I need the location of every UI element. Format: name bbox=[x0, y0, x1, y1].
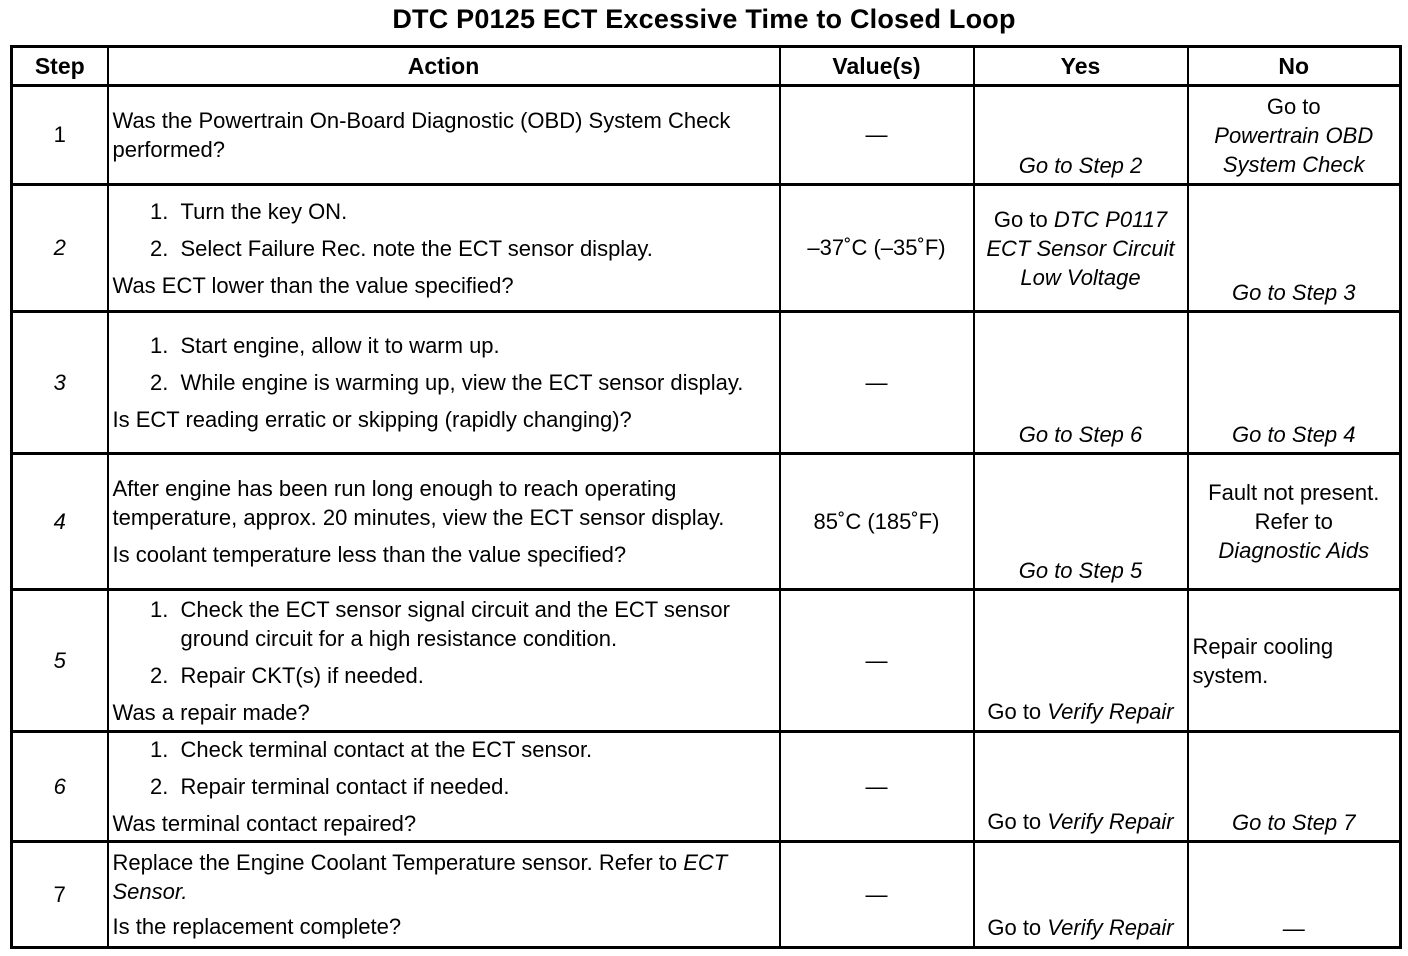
yes-prefix: Go to bbox=[987, 699, 1042, 724]
action-cell bbox=[108, 86, 780, 185]
header-yes: Yes bbox=[974, 47, 1188, 86]
action-item: 2. Select Failure Rec. note the ECT sensor display. bbox=[175, 234, 775, 263]
action-item: 1. Check terminal contact at the ECT sensor. bbox=[175, 735, 775, 764]
step-number: 3 bbox=[12, 312, 108, 454]
action-reference: ECT Sensor. bbox=[112, 850, 728, 904]
value-cell: — bbox=[780, 732, 974, 842]
yes-cell bbox=[974, 590, 1188, 732]
no-cell bbox=[1188, 590, 1401, 732]
header-values: Value(s) bbox=[780, 47, 974, 86]
yes-cell bbox=[974, 185, 1188, 312]
no-text: — bbox=[1282, 916, 1305, 941]
action-question: Was ECT lower than the value specified? bbox=[112, 272, 514, 298]
no-cell bbox=[1188, 732, 1401, 842]
action-text: After engine has been run long enough to reach operating temperature, approx. 20 minutes, view the ECT sensor display. bbox=[112, 476, 725, 530]
value-cell: — bbox=[780, 86, 974, 185]
action-text bbox=[113, 848, 775, 906]
yes-prefix: Go to bbox=[993, 206, 1048, 232]
action-question: Is ECT reading erratic or skipping (rapidly changing)? bbox=[112, 407, 632, 432]
action-cell bbox=[108, 842, 780, 948]
action-question: Is coolant temperature less than the value specified? bbox=[112, 542, 627, 567]
no-cell bbox=[1188, 842, 1401, 948]
action-item: 2. Repair CKT(s) if needed. bbox=[175, 661, 775, 690]
no-text: Go to Step 3 bbox=[1231, 280, 1356, 305]
action-cell bbox=[108, 454, 780, 590]
no-prefix: Go to bbox=[1266, 93, 1321, 119]
no-line-1: Fault not present. bbox=[1208, 480, 1380, 505]
action-text: Was the Powertrain On-Board Diagnostic (OBD) System Check performed? bbox=[112, 108, 731, 162]
yes-reference: Verify Repair bbox=[1047, 915, 1174, 940]
yes-prefix: Go to bbox=[987, 915, 1042, 940]
action-question: Was a repair made? bbox=[112, 699, 310, 725]
step-number: 4 bbox=[12, 454, 108, 590]
yes-reference: Verify Repair bbox=[1047, 809, 1174, 834]
table-row bbox=[12, 590, 1401, 732]
value-cell: — bbox=[780, 842, 974, 948]
no-text: Go to Step 7 bbox=[1231, 810, 1356, 835]
header-action: Action bbox=[108, 47, 780, 86]
action-item: 1. Turn the key ON. bbox=[175, 197, 775, 226]
value-cell: –37˚C (–35˚F) bbox=[780, 185, 974, 312]
action-text-main: Replace the Engine Coolant Temperature sensor. Refer to bbox=[112, 850, 678, 875]
action-list bbox=[113, 331, 775, 397]
action-item: 1. Start engine, allow it to warm up. bbox=[175, 331, 775, 360]
table-row bbox=[12, 86, 1401, 185]
no-reference: Diagnostic Aids bbox=[1218, 538, 1370, 563]
step-number: 5 bbox=[12, 590, 108, 732]
action-item: 2. Repair terminal contact if needed. bbox=[175, 772, 775, 801]
table-row bbox=[12, 185, 1401, 312]
action-question: Was terminal contact repaired? bbox=[112, 811, 417, 836]
yes-cell bbox=[974, 454, 1188, 590]
action-cell bbox=[108, 185, 780, 312]
no-cell bbox=[1188, 454, 1401, 590]
value-cell: — bbox=[780, 590, 974, 732]
action-cell bbox=[108, 312, 780, 454]
no-reference: Powertrain OBD System Check bbox=[1214, 122, 1374, 177]
action-cell bbox=[108, 590, 780, 732]
header-no: No bbox=[1188, 47, 1401, 86]
yes-text: Go to Step 5 bbox=[1018, 558, 1143, 583]
action-item: 2. While engine is warming up, view the ECT sensor display. bbox=[175, 368, 775, 397]
value-cell: — bbox=[780, 312, 974, 454]
step-number: 1 bbox=[12, 86, 108, 185]
yes-cell bbox=[974, 842, 1188, 948]
yes-prefix: Go to bbox=[987, 809, 1042, 834]
page-title: DTC P0125 ECT Excessive Time to Closed Loop bbox=[392, 4, 1016, 34]
no-cell bbox=[1188, 185, 1401, 312]
no-cell bbox=[1188, 86, 1401, 185]
header-step: Step bbox=[12, 47, 108, 86]
action-question: Is the replacement complete? bbox=[112, 914, 402, 939]
yes-cell bbox=[974, 312, 1188, 454]
action-list bbox=[113, 197, 775, 263]
action-cell bbox=[108, 732, 780, 842]
table-row bbox=[12, 842, 1401, 948]
yes-cell bbox=[974, 86, 1188, 185]
no-cell bbox=[1188, 312, 1401, 454]
no-line-2: Refer to bbox=[1254, 509, 1333, 534]
table-row bbox=[12, 312, 1401, 454]
value-cell: 85˚C (185˚F) bbox=[780, 454, 974, 590]
step-number: 7 bbox=[12, 842, 108, 948]
table-row bbox=[12, 732, 1401, 842]
step-number: 6 bbox=[12, 732, 108, 842]
table-row bbox=[12, 454, 1401, 590]
action-list bbox=[113, 735, 775, 801]
no-text: Repair cooling system. bbox=[1192, 633, 1334, 688]
action-list bbox=[113, 595, 775, 690]
yes-text: Go to Step 6 bbox=[1018, 422, 1143, 447]
yes-reference: DTC P0117 ECT Sensor Circuit Low Voltage bbox=[986, 206, 1175, 290]
yes-cell bbox=[974, 732, 1188, 842]
action-item: 1. Check the ECT sensor signal circuit and the ECT sensor ground circuit for a high resistance condition. bbox=[175, 595, 775, 653]
yes-text: Go to Step 2 bbox=[1018, 153, 1143, 178]
table-header-row bbox=[12, 47, 1401, 86]
no-text: Go to Step 4 bbox=[1231, 422, 1356, 447]
step-number: 2 bbox=[12, 185, 108, 312]
diagnostic-table bbox=[10, 45, 1402, 949]
yes-reference: Verify Repair bbox=[1047, 699, 1174, 724]
